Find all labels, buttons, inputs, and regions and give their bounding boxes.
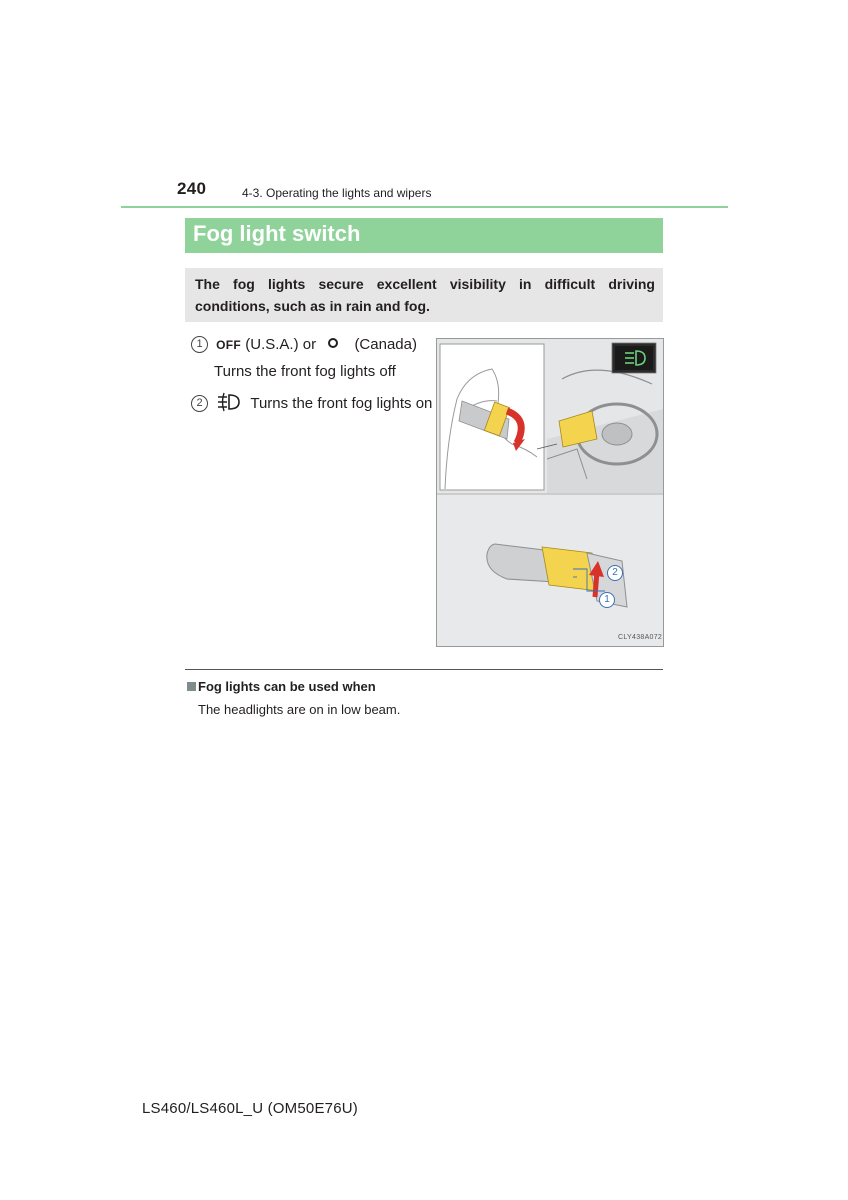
subsection-body: The headlights are on in low beam. — [198, 702, 401, 717]
item-2-line — [191, 392, 432, 412]
illustration-frame — [436, 338, 664, 647]
item-2-description: Turns the front fog lights on — [250, 395, 433, 412]
item-1-region-usa: (U.S.A.) or — [245, 336, 317, 353]
off-symbol: OFF — [216, 338, 242, 352]
subsection-heading: Fog lights can be used when — [198, 679, 376, 694]
header-rule — [121, 206, 728, 208]
intro-text: The fog lights secure excellent visibility in difficult driving conditions, such as in rain and fog. — [195, 276, 655, 314]
front-fog-light-icon — [215, 392, 241, 412]
intro-box — [185, 268, 663, 322]
item-number: 2 — [191, 395, 208, 412]
title-bar — [185, 218, 663, 253]
item-1-line — [191, 336, 417, 353]
section-divider — [185, 669, 663, 670]
callout-1: 1 — [599, 592, 615, 608]
page-number: 240 — [177, 179, 207, 198]
manual-footer: LS460/LS460L_U (OM50E76U) — [142, 1100, 358, 1117]
section-breadcrumb: 4-3. Operating the lights and wipers — [242, 186, 432, 200]
item-number: 1 — [191, 336, 208, 353]
page-title: Fog light switch — [193, 221, 361, 246]
callout-2: 2 — [607, 565, 623, 581]
illustration-code: CLY438A072 — [618, 634, 663, 641]
off-ring-icon — [328, 338, 338, 348]
square-bullet-icon — [187, 682, 196, 691]
fog-switch-illustration — [437, 339, 663, 646]
item-1-description: Turns the front fog lights off — [214, 363, 396, 380]
item-1-region-canada: (Canada) — [354, 336, 417, 353]
